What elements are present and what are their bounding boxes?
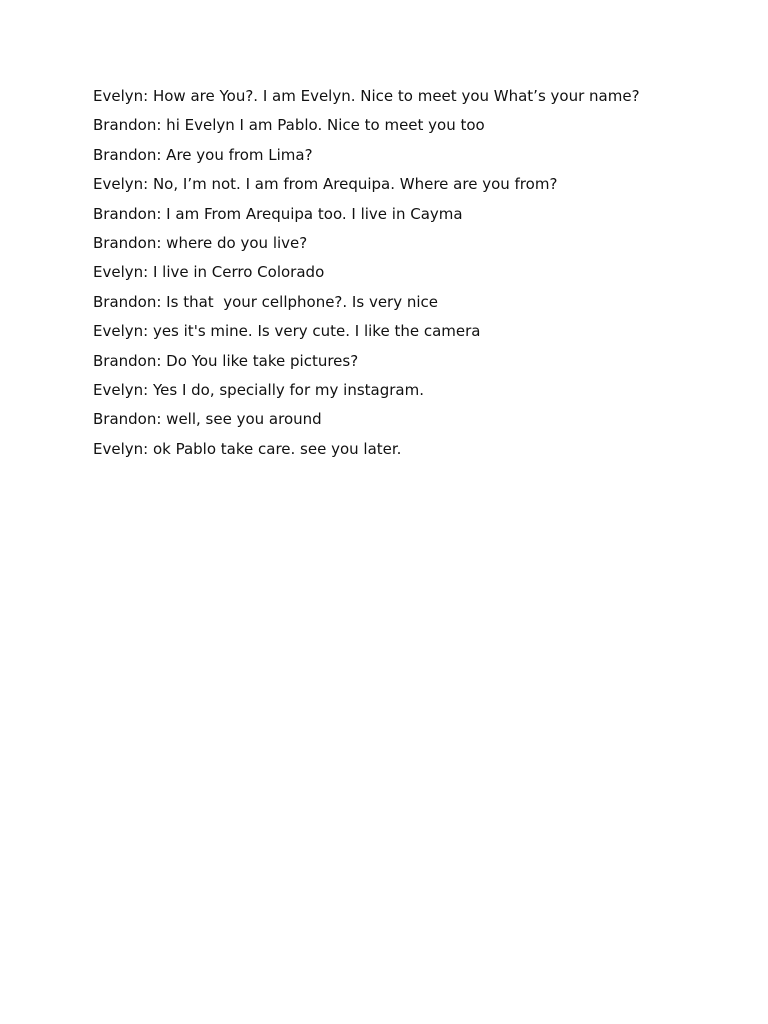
dialogue-line: Evelyn: Yes I do, specially for my instagram. — [93, 380, 424, 399]
dialogue-line: Brandon: hi Evelyn I am Pablo. Nice to meet you too — [93, 116, 485, 135]
dialogue-line: Evelyn: How are You?. I am Evelyn. Nice to meet you What’s your name? — [93, 87, 640, 105]
dialogue-line: Brandon: Do You like take pictures? — [93, 351, 359, 370]
dialogue-line: Brandon: I am From Arequipa too. I live in Cayma — [93, 204, 463, 223]
dialogue-line: Evelyn: ok Pablo take care. see you later. — [93, 439, 402, 458]
dialogue-line: Evelyn: I live in Cerro Colorado — [93, 263, 325, 282]
dialogue-line: Brandon: Is that your cellphone?. Is very nice — [93, 292, 439, 311]
dialogue-line: Evelyn: yes it's mine. Is very cute. I like the camera — [93, 322, 481, 341]
dialogue-line: Brandon: Are you from Lima? — [93, 145, 313, 164]
dialogue-line: Evelyn: No, I’m not. I am from Arequipa. Where are you from? — [93, 175, 558, 194]
dialogue-text — [93, 86, 733, 468]
dialogue-line: Brandon: where do you live? — [93, 233, 308, 252]
dialogue-line: Brandon: well, see you around — [93, 410, 322, 429]
